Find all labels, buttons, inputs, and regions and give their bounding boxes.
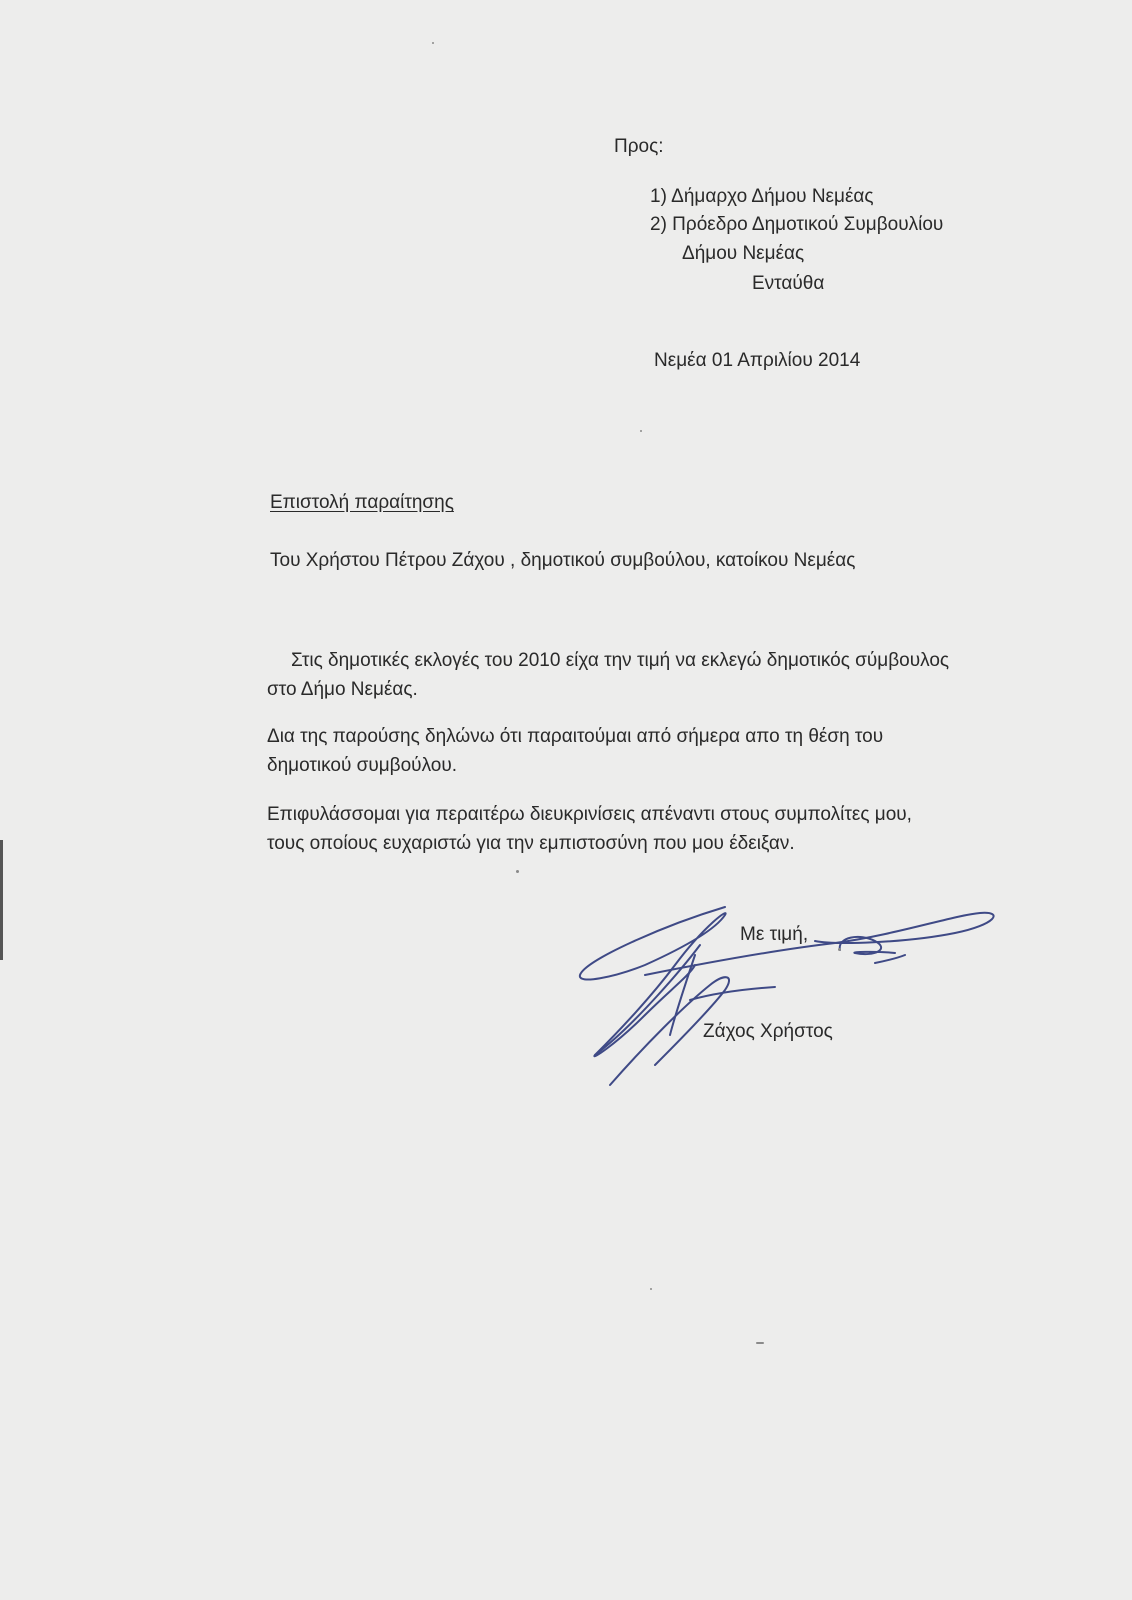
sender-line: Του Χρήστου Πέτρου Ζάχου , δημοτικού συμβούλου, κατοίκου Νεμέας (270, 550, 856, 571)
letter-subject: Επιστολή παραίτησης (270, 492, 454, 513)
dust-speck (650, 1288, 652, 1290)
dust-speck (516, 870, 519, 873)
paragraph-line: Επιφυλάσσομαι για περαιτέρω διευκρινίσεις απέναντι στους συμπολίτες μου, (267, 804, 912, 825)
paragraph-thanks (267, 800, 1067, 858)
location-note: Ενταύθα (752, 273, 825, 294)
recipient-mayor: 1) Δήμαρχο Δήμου Νεμέας (650, 186, 874, 207)
closing-salutation: Με τιμή, (740, 924, 809, 945)
dust-speck (640, 430, 642, 432)
paragraph-line: Στις δημοτικές εκλογές του 2010 είχα την τιμή να εκλεγώ δημοτικός σύμβουλος (291, 650, 950, 671)
paragraph-line: Δια της παρούσης δηλώνω ότι παραιτούμαι από σήμερα απο τη θέση του (267, 726, 884, 747)
dust-speck (756, 1342, 764, 1344)
paragraph-resignation (267, 722, 1067, 780)
handwritten-signature (575, 905, 1015, 1115)
recipient-council-president: 2) Πρόεδρο Δημοτικού Συμβουλίου (650, 214, 944, 235)
paragraph-line: στο Δήμο Νεμέας. (267, 679, 418, 700)
scan-edge-mark (0, 840, 3, 960)
place-date: Νεμέα 01 Απριλίου 2014 (654, 350, 861, 371)
paragraph-line: τους οποίους ευχαριστώ για την εμπιστοσύνη που μου έδειξαν. (267, 833, 795, 854)
dust-speck (838, 948, 841, 951)
recipients-title: Προς: (614, 136, 664, 157)
recipient-continuation: Δήμου Νεμέας (682, 243, 805, 264)
paragraph-line: δημοτικού συμβούλου. (267, 755, 458, 776)
dust-speck (432, 42, 434, 44)
signer-name: Ζάχος Χρήστος (703, 1021, 833, 1042)
paragraph-election (267, 646, 1067, 704)
